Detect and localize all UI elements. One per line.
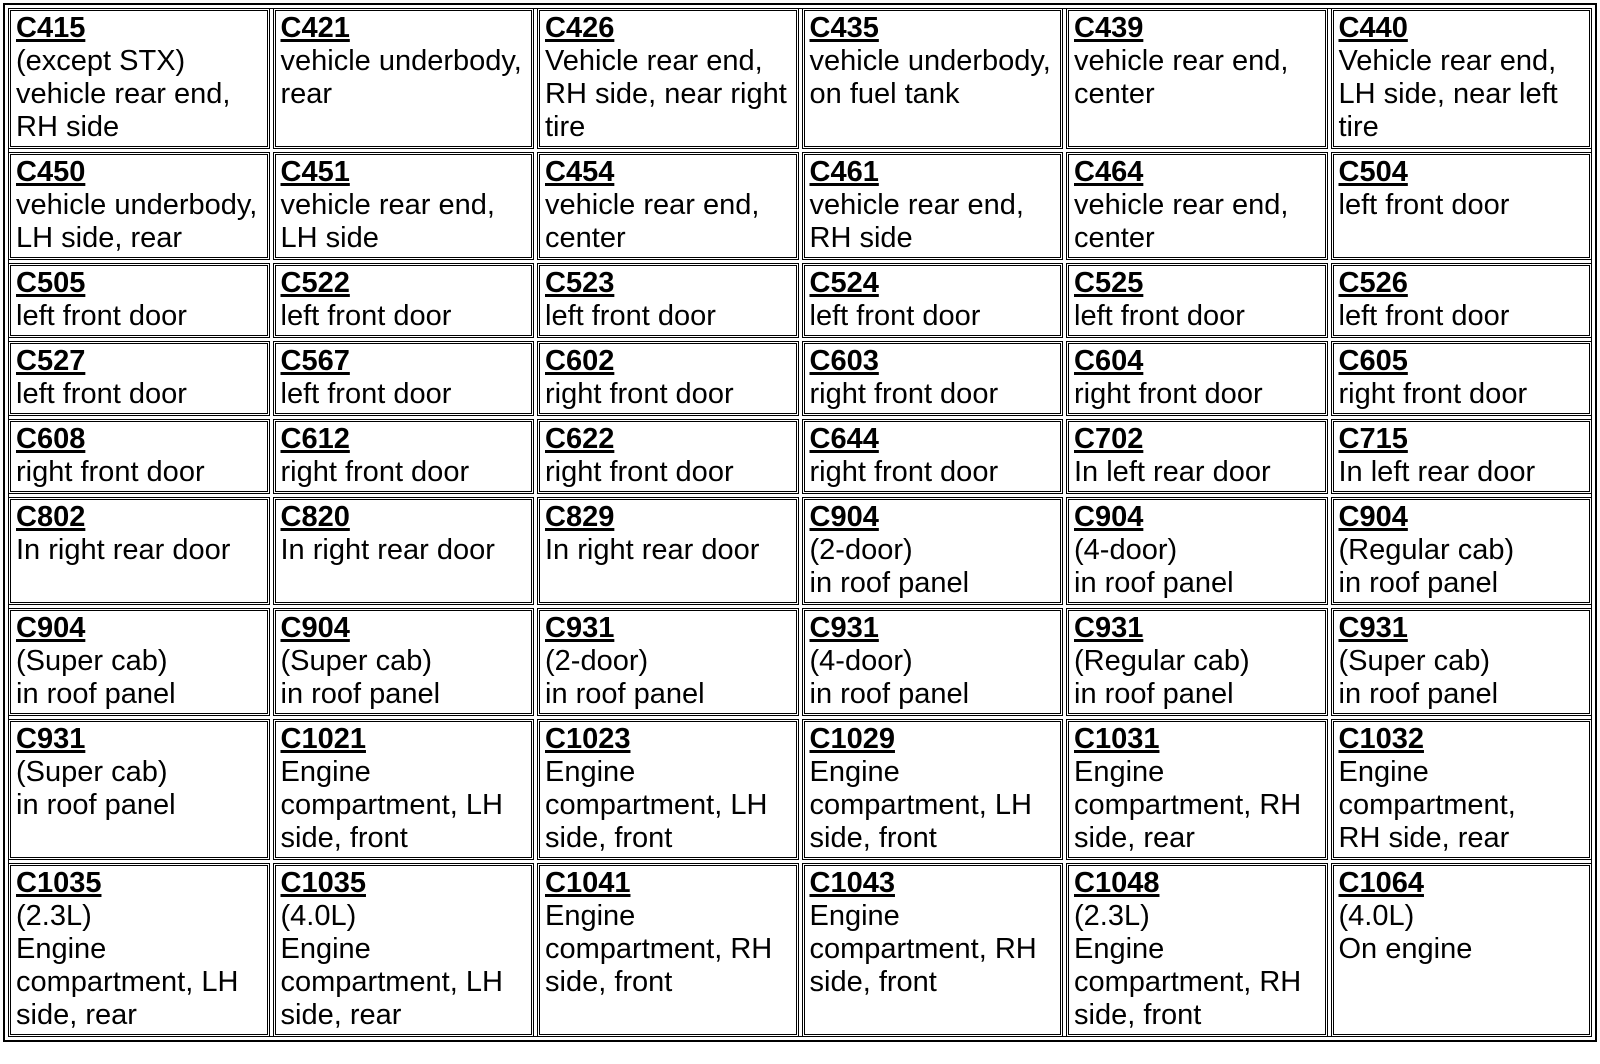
table-body xyxy=(8,8,1592,1037)
connector-cell xyxy=(802,263,1064,338)
connector-location-text: right front door xyxy=(809,456,999,488)
connector-cell xyxy=(1331,8,1593,149)
connector-location-text: Engine xyxy=(1074,933,1165,965)
connector-cell xyxy=(8,152,270,260)
connector-location-text: (Super cab) xyxy=(280,645,433,677)
connector-id-link[interactable]: C461 xyxy=(809,156,879,188)
connector-id-link[interactable]: C1031 xyxy=(1074,723,1160,755)
connector-location-text: (2.3L) xyxy=(1074,900,1150,932)
connector-cell xyxy=(537,863,799,1037)
connector-id-link[interactable]: C622 xyxy=(545,423,615,455)
connector-cell xyxy=(1331,608,1593,716)
connector-location-text: left front door xyxy=(16,300,187,332)
connector-cell xyxy=(802,719,1064,860)
connector-cell xyxy=(1331,152,1593,260)
connector-cell xyxy=(1066,497,1328,605)
connector-location-text: compartment, RH xyxy=(809,933,1037,965)
connector-cell xyxy=(802,152,1064,260)
connector-id-link[interactable]: C527 xyxy=(16,345,86,377)
connector-location-text: side, rear xyxy=(1074,822,1195,854)
connector-location-text: vehicle underbody, xyxy=(809,45,1051,77)
connector-cell xyxy=(8,497,270,605)
connector-cell xyxy=(537,419,799,494)
connector-location-text: (except STX) xyxy=(16,45,186,77)
connector-id-link[interactable]: C567 xyxy=(280,345,350,377)
connector-id-link[interactable]: C904 xyxy=(809,501,879,533)
table-row xyxy=(8,419,1592,494)
connector-cell xyxy=(1066,863,1328,1037)
connector-location-text: tire xyxy=(545,111,586,143)
connector-cell xyxy=(802,341,1064,416)
connector-id-link[interactable]: C1043 xyxy=(809,867,895,899)
connector-id-link[interactable]: C523 xyxy=(545,267,615,299)
connector-cell xyxy=(273,8,535,149)
connector-id-link[interactable]: C604 xyxy=(1074,345,1144,377)
connector-location-text: left front door xyxy=(809,300,981,332)
connector-id-link[interactable]: C602 xyxy=(545,345,615,377)
connector-location-text: RH side, rear xyxy=(1338,822,1510,854)
connector-location-text: left front door xyxy=(280,378,452,410)
connector-cell xyxy=(273,341,535,416)
connector-location-text: (2.3L) xyxy=(16,900,92,932)
connector-id-link[interactable]: C450 xyxy=(16,156,86,188)
connector-cell xyxy=(537,263,799,338)
connector-cell xyxy=(1331,341,1593,416)
connector-location-text: in roof panel xyxy=(1074,678,1234,710)
connector-id-link[interactable]: C451 xyxy=(280,156,350,188)
connector-cell xyxy=(1066,152,1328,260)
connector-id-link[interactable]: C702 xyxy=(1074,423,1144,455)
connector-id-link[interactable]: C415 xyxy=(16,12,86,44)
connector-location-text: compartment, LH xyxy=(280,789,503,821)
connector-cell xyxy=(537,341,799,416)
connector-cell xyxy=(273,263,535,338)
connector-location-text: in roof panel xyxy=(545,678,705,710)
connector-id-link[interactable]: C504 xyxy=(1338,156,1408,188)
connector-cell xyxy=(273,152,535,260)
connector-cell xyxy=(802,497,1064,605)
connector-location-text: rear xyxy=(280,78,333,110)
connector-id-link[interactable]: C931 xyxy=(809,612,879,644)
connector-location-text: right front door xyxy=(545,456,734,488)
table-row xyxy=(8,8,1592,149)
table-row xyxy=(8,341,1592,416)
connector-cell xyxy=(537,8,799,149)
connector-location-text: left front door xyxy=(1338,300,1510,332)
connector-location-text: vehicle rear end, xyxy=(16,78,231,110)
connector-location-text: compartment, LH xyxy=(809,789,1032,821)
connector-id-link[interactable]: C1064 xyxy=(1338,867,1424,899)
connector-location-text: side, front xyxy=(809,822,937,854)
connector-location-text: compartment, LH xyxy=(280,966,503,998)
connector-location-text: (Regular cab) xyxy=(1338,534,1515,566)
connector-location-grid xyxy=(3,3,1597,1042)
connector-location-text: side, front xyxy=(545,822,673,854)
connector-location-text: (Super cab) xyxy=(1338,645,1491,677)
connector-id-link[interactable]: C440 xyxy=(1338,12,1408,44)
connector-location-text: In left rear door xyxy=(1338,456,1536,488)
connector-location-text: Vehicle rear end, xyxy=(545,45,763,77)
connector-id-link[interactable]: C1048 xyxy=(1074,867,1160,899)
connector-id-link[interactable]: C931 xyxy=(545,612,615,644)
connector-id-link[interactable]: C1035 xyxy=(16,867,102,899)
connector-id-link[interactable]: C931 xyxy=(1074,612,1144,644)
connector-cell xyxy=(8,419,270,494)
connector-id-link[interactable]: C603 xyxy=(809,345,879,377)
connector-location-text: (4.0L) xyxy=(280,900,357,932)
connector-id-link[interactable]: C931 xyxy=(1338,612,1408,644)
connector-location-text: left front door xyxy=(16,378,187,410)
connector-id-link[interactable]: C435 xyxy=(809,12,879,44)
connector-cell xyxy=(1066,719,1328,860)
table-row xyxy=(8,497,1592,605)
connector-cell xyxy=(1066,608,1328,716)
connector-location-text: left front door xyxy=(1338,189,1510,221)
connector-location-text: compartment, xyxy=(1338,789,1516,821)
connector-location-text: Engine xyxy=(1338,756,1429,788)
connector-location-table xyxy=(3,3,1597,1042)
connector-id-link[interactable]: C1023 xyxy=(545,723,631,755)
connector-cell xyxy=(1066,263,1328,338)
connector-location-text: side, front xyxy=(545,966,673,998)
connector-location-text: RH side, near right xyxy=(545,78,787,110)
connector-cell xyxy=(8,863,270,1037)
connector-location-text: Engine xyxy=(545,756,636,788)
connector-id-link[interactable]: C1041 xyxy=(545,867,631,899)
connector-location-text: (Super cab) xyxy=(16,645,168,677)
connector-cell xyxy=(8,263,270,338)
connector-location-text: compartment, RH xyxy=(545,933,773,965)
connector-location-text: compartment, RH xyxy=(1074,966,1302,998)
connector-location-text: Engine xyxy=(16,933,107,965)
connector-cell xyxy=(537,608,799,716)
connector-id-link[interactable]: C820 xyxy=(280,501,350,533)
connector-id-link[interactable]: C802 xyxy=(16,501,86,533)
connector-location-text: side, rear xyxy=(280,999,402,1031)
connector-id-link[interactable]: C715 xyxy=(1338,423,1408,455)
connector-location-text: in roof panel xyxy=(16,789,176,821)
connector-location-text: right front door xyxy=(280,456,470,488)
connector-cell xyxy=(273,419,535,494)
connector-cell xyxy=(537,497,799,605)
connector-cell xyxy=(802,8,1064,149)
connector-cell xyxy=(8,608,270,716)
connector-id-link[interactable]: C829 xyxy=(545,501,615,533)
connector-location-text: vehicle underbody, xyxy=(16,189,258,221)
connector-cell xyxy=(273,497,535,605)
connector-cell xyxy=(802,419,1064,494)
connector-id-link[interactable]: C421 xyxy=(280,12,350,44)
connector-location-text: RH side xyxy=(16,111,120,143)
connector-location-text: in roof panel xyxy=(809,678,970,710)
connector-location-text: tire xyxy=(1338,111,1379,143)
connector-cell xyxy=(273,863,535,1037)
connector-location-text: vehicle rear end, xyxy=(1074,189,1289,221)
connector-cell xyxy=(8,8,270,149)
connector-cell xyxy=(1331,419,1593,494)
connector-cell xyxy=(273,719,535,860)
connector-id-link[interactable]: C464 xyxy=(1074,156,1144,188)
connector-location-text: center xyxy=(1074,222,1155,254)
connector-location-text: RH side xyxy=(809,222,913,254)
connector-location-text: side, front xyxy=(280,822,408,854)
connector-location-text: in roof panel xyxy=(16,678,176,710)
table-row xyxy=(8,152,1592,260)
connector-cell xyxy=(8,719,270,860)
connector-id-link[interactable]: C1032 xyxy=(1338,723,1424,755)
connector-cell xyxy=(1331,497,1593,605)
connector-id-link[interactable]: C426 xyxy=(545,12,615,44)
connector-id-link[interactable]: C505 xyxy=(16,267,86,299)
connector-cell xyxy=(8,341,270,416)
connector-id-link[interactable]: C525 xyxy=(1074,267,1144,299)
connector-location-text: Vehicle rear end, xyxy=(1338,45,1557,77)
connector-location-text: in roof panel xyxy=(809,567,970,599)
connector-location-text: Engine xyxy=(809,900,900,932)
connector-id-link[interactable]: C931 xyxy=(16,723,86,755)
connector-cell xyxy=(1331,719,1593,860)
connector-location-text: In right rear door xyxy=(280,534,495,566)
connector-id-link[interactable]: C1029 xyxy=(809,723,895,755)
connector-id-link[interactable]: C904 xyxy=(1074,501,1144,533)
connector-location-text: In right rear door xyxy=(16,534,231,566)
connector-id-link[interactable]: C608 xyxy=(16,423,86,455)
connector-cell xyxy=(1066,419,1328,494)
connector-cell xyxy=(1066,341,1328,416)
connector-location-text: (2-door) xyxy=(545,645,649,677)
connector-cell xyxy=(273,608,535,716)
connector-location-text: vehicle rear end, xyxy=(809,189,1024,221)
connector-location-text: left front door xyxy=(1074,300,1245,332)
connector-location-text: Engine xyxy=(280,933,371,965)
connector-cell xyxy=(802,863,1064,1037)
connector-id-link[interactable]: C1035 xyxy=(280,867,366,899)
connector-location-text: Engine xyxy=(280,756,371,788)
connector-location-text: LH side xyxy=(280,222,379,254)
table-row xyxy=(8,719,1592,860)
connector-location-text: (4-door) xyxy=(1074,534,1178,566)
connector-location-text: vehicle underbody, xyxy=(280,45,522,77)
connector-location-text: vehicle rear end, xyxy=(1074,45,1289,77)
connector-id-link[interactable]: C524 xyxy=(809,267,879,299)
connector-location-text: in roof panel xyxy=(280,678,441,710)
connector-location-text: Engine xyxy=(809,756,900,788)
table-row xyxy=(8,863,1592,1037)
connector-id-link[interactable]: C522 xyxy=(280,267,350,299)
connector-location-text: center xyxy=(545,222,626,254)
connector-location-text: in roof panel xyxy=(1074,567,1234,599)
connector-location-text: LH side, rear xyxy=(16,222,183,254)
connector-location-text: in roof panel xyxy=(1338,678,1499,710)
connector-location-text: (Super cab) xyxy=(16,756,168,788)
connector-cell xyxy=(537,152,799,260)
connector-location-text: side, front xyxy=(809,966,937,998)
connector-id-link[interactable]: C644 xyxy=(809,423,879,455)
connector-location-text: on fuel tank xyxy=(809,78,960,110)
connector-cell xyxy=(802,608,1064,716)
connector-location-text: left front door xyxy=(545,300,716,332)
connector-id-link[interactable]: C605 xyxy=(1338,345,1408,377)
connector-location-text: side, front xyxy=(1074,999,1202,1031)
connector-id-link[interactable]: C439 xyxy=(1074,12,1144,44)
table-row xyxy=(8,608,1592,716)
connector-cell xyxy=(1331,863,1593,1037)
connector-location-text: center xyxy=(1074,78,1155,110)
connector-id-link[interactable]: C904 xyxy=(280,612,350,644)
connector-id-link[interactable]: C612 xyxy=(280,423,350,455)
connector-location-text: (4.0L) xyxy=(1338,900,1415,932)
connector-location-text: right front door xyxy=(16,456,205,488)
connector-location-text: (Regular cab) xyxy=(1074,645,1250,677)
connector-location-text: right front door xyxy=(809,378,999,410)
connector-location-text: (2-door) xyxy=(809,534,913,566)
connector-location-text: Engine xyxy=(545,900,636,932)
connector-location-text: In right rear door xyxy=(545,534,760,566)
connector-location-text: right front door xyxy=(1338,378,1528,410)
connector-id-link[interactable]: C526 xyxy=(1338,267,1408,299)
connector-location-text: (4-door) xyxy=(809,645,913,677)
connector-location-text: compartment, LH xyxy=(16,966,239,998)
connector-location-text: right front door xyxy=(545,378,734,410)
connector-location-text: On engine xyxy=(1338,933,1473,965)
table-row xyxy=(8,263,1592,338)
connector-location-text: compartment, RH xyxy=(1074,789,1302,821)
connector-location-text: LH side, near left xyxy=(1338,78,1558,110)
connector-id-link[interactable]: C904 xyxy=(1338,501,1408,533)
connector-cell xyxy=(1331,263,1593,338)
connector-id-link[interactable]: C454 xyxy=(545,156,615,188)
connector-location-text: compartment, LH xyxy=(545,789,768,821)
connector-location-text: Engine xyxy=(1074,756,1165,788)
connector-location-text: vehicle rear end, xyxy=(280,189,495,221)
connector-location-text: In left rear door xyxy=(1074,456,1271,488)
connector-id-link[interactable]: C904 xyxy=(16,612,86,644)
connector-location-text: side, rear xyxy=(16,999,137,1031)
connector-location-text: in roof panel xyxy=(1338,567,1499,599)
connector-cell xyxy=(1066,8,1328,149)
connector-location-text: vehicle rear end, xyxy=(545,189,760,221)
connector-location-text: left front door xyxy=(280,300,452,332)
connector-id-link[interactable]: C1021 xyxy=(280,723,366,755)
connector-location-text: right front door xyxy=(1074,378,1263,410)
connector-cell xyxy=(537,719,799,860)
